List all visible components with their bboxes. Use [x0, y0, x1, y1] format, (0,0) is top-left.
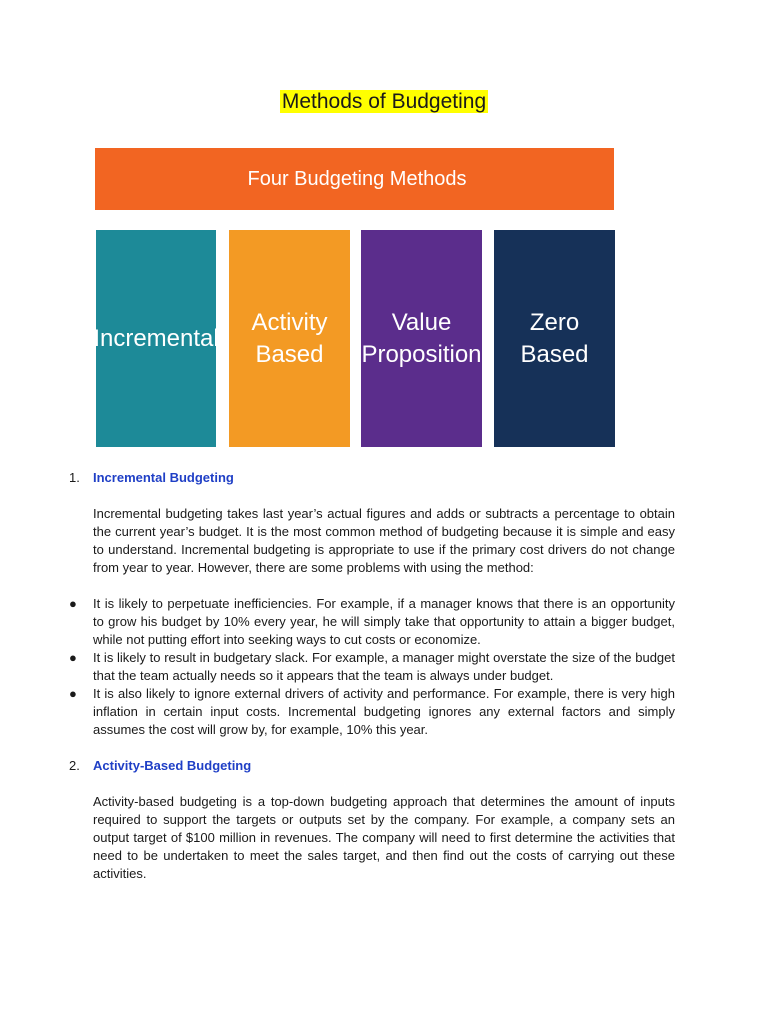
bullet-text: It is likely to perpetuate inefficiencies. For example, if a manager knows that there is an opportunity to grow his budget by 10% every year, he will simply take that opportunity to attain a bigger budget, while not putting effort into seeking ways to cut costs or economize.: [93, 596, 675, 647]
method-box-activity-based: Activity Based: [229, 230, 350, 447]
list-item: [69, 649, 675, 685]
document-body: [69, 469, 675, 883]
method-box-incremental: Incremental: [96, 230, 216, 447]
section-number: 1.: [69, 470, 80, 485]
section-number: 2.: [69, 758, 80, 773]
bullet-icon: ●: [69, 596, 77, 611]
spacer: [69, 739, 675, 757]
section-title: Activity-Based Budgeting: [93, 758, 252, 773]
bullet-icon: ●: [69, 686, 77, 701]
spacer: [69, 487, 675, 505]
spacer: [69, 577, 675, 595]
page-title: [0, 89, 768, 115]
section-heading-incremental: [69, 469, 675, 487]
list-item: [69, 685, 675, 739]
spacer: [69, 775, 675, 793]
page-title-text: Methods of Budgeting: [281, 90, 487, 113]
bullet-text: It is likely to result in budgetary slack. For example, a manager might overstate the size of the budget that the team actually needs so it appears that the team is always under budget.: [93, 650, 675, 683]
section-title: Incremental Budgeting: [93, 470, 234, 485]
section-heading-activity-based: [69, 757, 675, 775]
method-box-value-proposition: Value Proposition: [361, 230, 482, 447]
graphic-banner: Four Budgeting Methods: [95, 148, 614, 210]
bullet-text: It is also likely to ignore external drivers of activity and performance. For example, there is very high inflation in certain input costs. Incremental budgeting ignores any external factors and simply assumes the cost will grow by, for example, 10% this year.: [93, 686, 675, 737]
method-box-zero-based: Zero Based: [494, 230, 615, 447]
section-paragraph: Activity-based budgeting is a top-down budgeting approach that determines the amount of inputs required to support the targets or outputs set by the company. For example, a company sets an output target of $100 million in revenues. The company will need to first determine the activities that need to be undertaken to meet the sales target, and then find out the costs of carrying out these activities.: [93, 794, 675, 881]
budgeting-methods-graphic: [95, 148, 614, 448]
bullet-list: [69, 595, 675, 739]
list-item: [69, 595, 675, 649]
section-paragraph: Incremental budgeting takes last year’s actual figures and adds or subtracts a percentage to obtain the current year’s budget. It is the most common method of budgeting because it is simple and easy to understand. Incremental budgeting is appropriate to use if the primary cost drivers do not change from year to year. However, there are some problems with using the method:: [93, 506, 675, 575]
bullet-icon: ●: [69, 650, 77, 665]
